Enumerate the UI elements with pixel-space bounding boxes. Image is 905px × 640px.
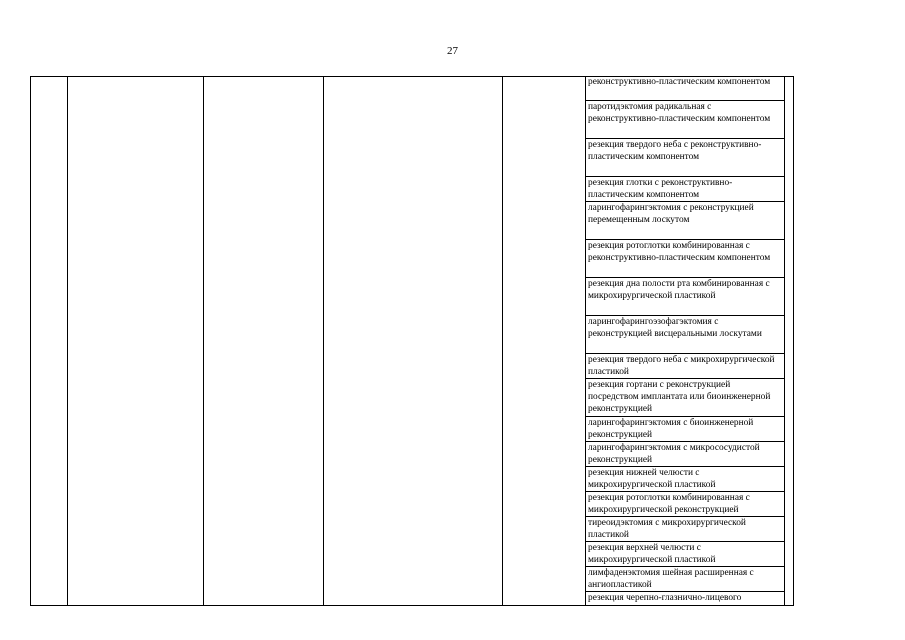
procedures-column bbox=[586, 76, 784, 605]
table-col-border bbox=[502, 76, 503, 606]
table-col-border bbox=[67, 76, 68, 606]
procedure-cell: тиреоидэктомия с микрохирургической пластикой bbox=[586, 517, 784, 542]
table-col-border bbox=[30, 76, 31, 606]
procedure-cell: резекция черепно-глазнично-лицевого bbox=[588, 593, 742, 603]
table-bottom-border bbox=[30, 605, 793, 606]
table-col-border bbox=[203, 76, 204, 606]
page-number: 27 bbox=[447, 45, 458, 57]
procedure-cell: ларингофарингэктомия с биоинженерной реконструкцией bbox=[586, 417, 784, 442]
procedure-cell: резекция гортани с реконструкцией посредством имплантата или биоинженерной реконструкцией bbox=[586, 379, 784, 417]
procedure-cell: резекция нижней челюсти с микрохирургической пластикой bbox=[586, 467, 784, 492]
procedure-cell: паротидэктомия радикальная с реконструктивно-пластическим компонентом bbox=[586, 101, 784, 139]
procedure-cell: реконструктивно-пластическим компонентом bbox=[586, 76, 784, 101]
procedure-cell: ларингофарингоэзофагэктомия с реконструкцией висцеральными лоскутами bbox=[586, 316, 784, 354]
procedure-cell: ларингофарингэктомия с реконструкцией перемещенным лоскутом bbox=[586, 202, 784, 240]
table-col-border bbox=[784, 76, 785, 606]
procedure-cell: ларингофарингэктомия с микрососудистой реконструкцией bbox=[586, 442, 784, 467]
procedure-cell: резекция ротоглотки комбинированная с реконструктивно-пластическим компонентом bbox=[586, 240, 784, 278]
procedure-cell: резекция твердого неба с микрохирургической пластикой bbox=[586, 354, 784, 379]
table-col-border bbox=[793, 76, 794, 606]
table-col-border bbox=[323, 76, 324, 606]
procedure-cell: резекция дна полости рта комбинированная с микрохирургической пластикой bbox=[586, 278, 784, 316]
procedure-cell: резекция ротоглотки комбинированная с микрохирургической реконструкцией bbox=[586, 492, 784, 517]
procedure-cell: резекция твердого неба с реконструктивно-пластическим компонентом bbox=[586, 139, 784, 177]
procedure-cell: резекция глотки с реконструктивно-пластическим компонентом bbox=[586, 177, 784, 202]
procedure-cell: резекция верхней челюсти с микрохирургической пластикой bbox=[586, 542, 784, 567]
procedure-cell: лимфаденэктомия шейная расширенная с ангиопластикой bbox=[586, 567, 784, 592]
